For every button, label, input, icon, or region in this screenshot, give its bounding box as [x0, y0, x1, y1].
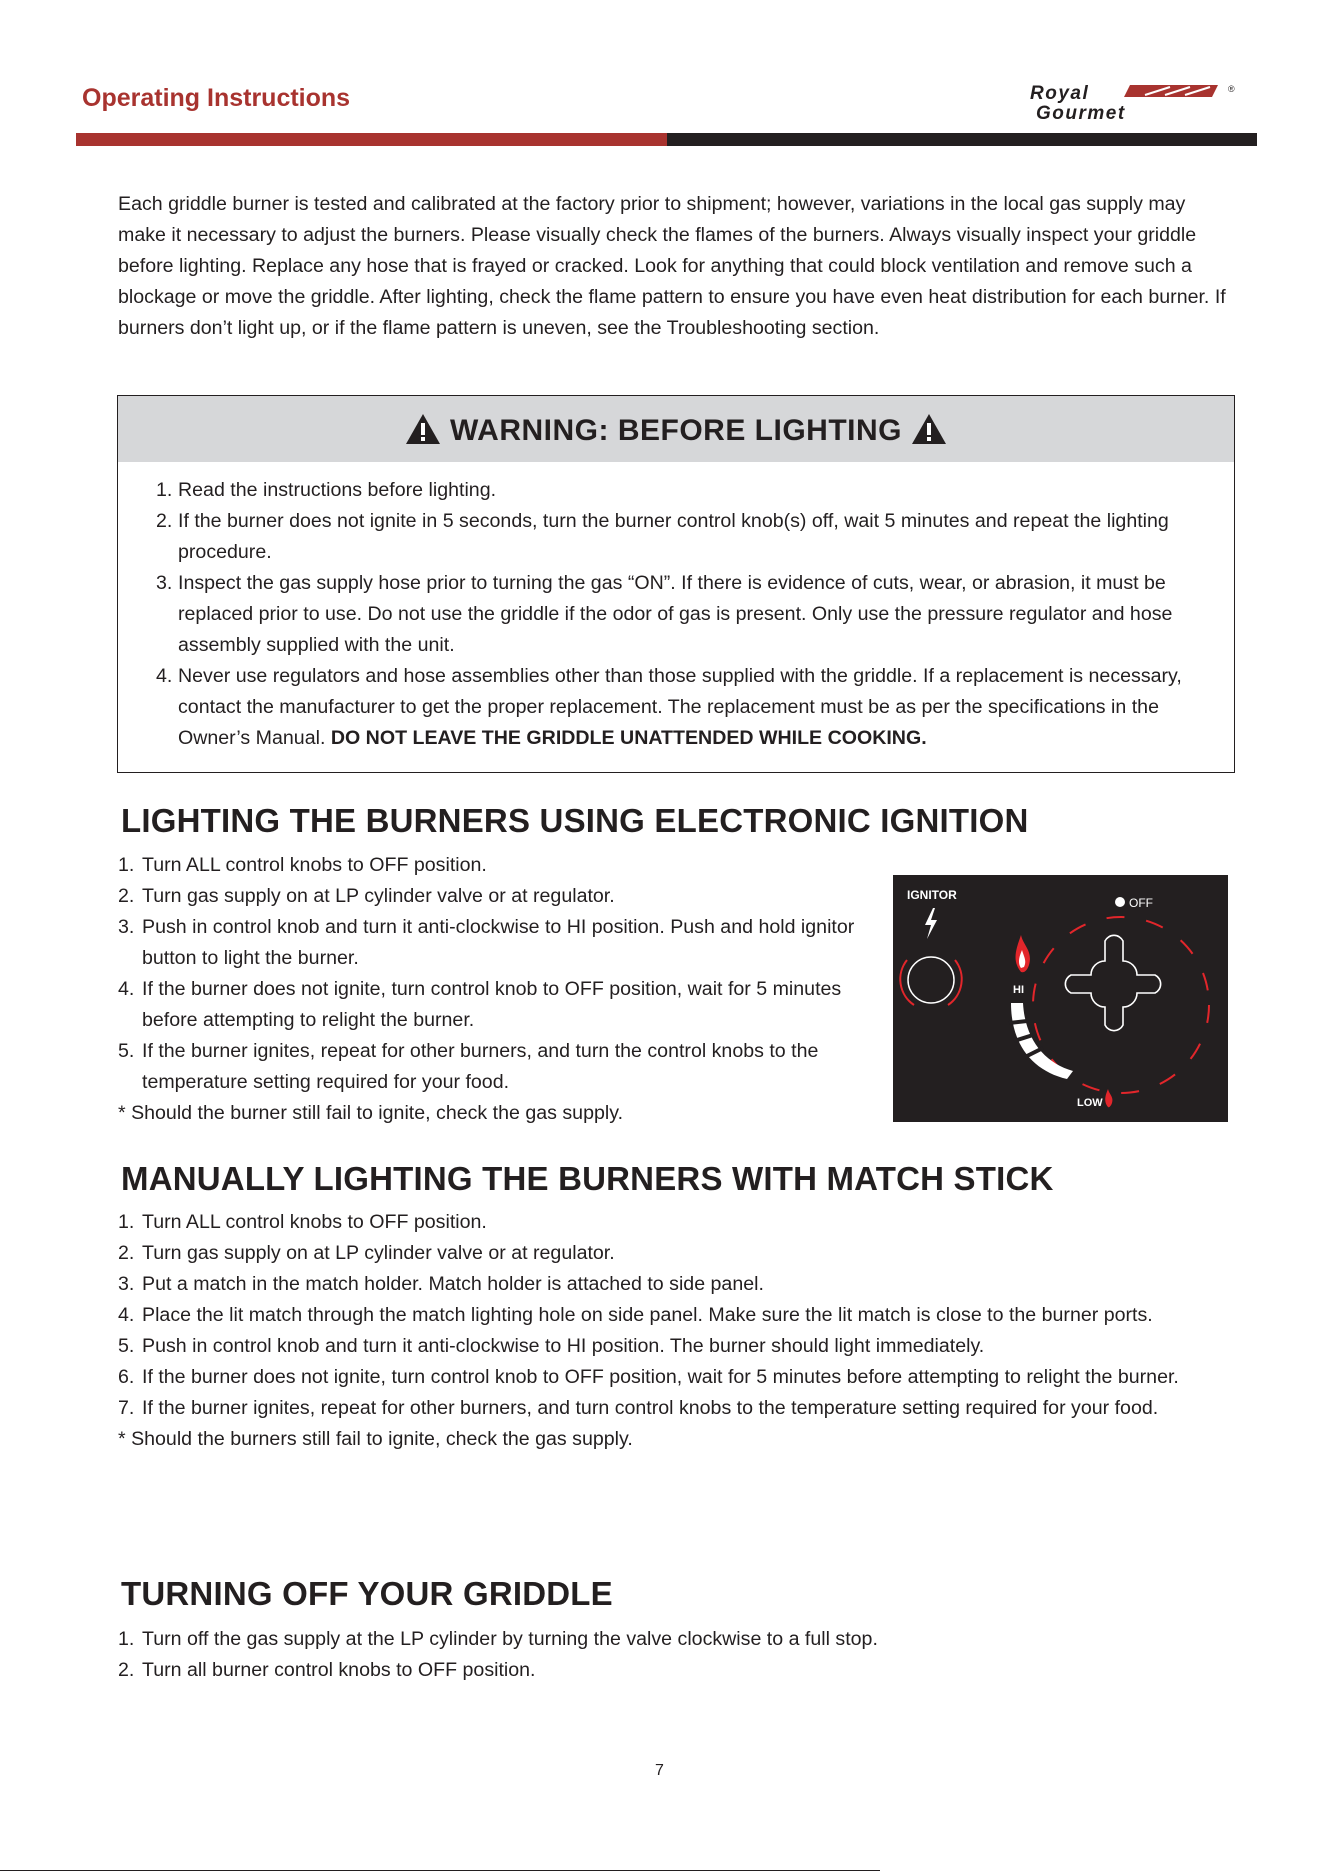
- brand-flag-shape: [1124, 85, 1218, 97]
- list-item: 4. Place the lit match through the match lighting hole on side panel. Make sure the lit match is close to the burner ports.: [118, 1304, 1153, 1326]
- warning-emphasis: DO NOT LEAVE THE GRIDDLE UNATTENDED WHILE COOKING.: [330, 727, 927, 749]
- brand-line1: Royal: [1030, 83, 1090, 104]
- header-rule-red: [76, 133, 667, 146]
- list-item: 5. If the burner ignites, repeat for other burners, and turn the control knobs to the temperature setting required for your food.: [118, 1040, 819, 1093]
- list-item: 7. If the burner ignites, repeat for other burners, and turn control knobs to the temperature setting required for your food.: [118, 1397, 1159, 1419]
- warning-triangle-icon: [405, 413, 441, 445]
- list-item: 2. Turn gas supply on at LP cylinder valve or at regulator.: [118, 1242, 615, 1264]
- ignition-panel-diagram: [893, 875, 1228, 1122]
- brand-line2: Gourmet: [1036, 103, 1126, 122]
- footer-rule: [0, 1870, 880, 1871]
- manual-steps: [118, 1207, 1238, 1455]
- note: * Should the burner still fail to ignite, check the gas supply.: [118, 1102, 624, 1124]
- section-title-turnoff: TURNING OFF YOUR GRIDDLE: [121, 1575, 613, 1612]
- off-label: OFF: [1129, 896, 1153, 910]
- header-rule-dark: [667, 133, 1257, 146]
- hi-label: HI: [1013, 984, 1024, 996]
- page-number: 7: [655, 1762, 664, 1779]
- list-item: 3. Put a match in the match holder. Match holder is attached to side panel.: [118, 1273, 764, 1295]
- warning-header: [118, 396, 1234, 462]
- list-item: 3. Push in control knob and turn it anti-clockwise to HI position. Push and hold ignitor button to light the burner.: [118, 916, 855, 969]
- list-item: 3. Inspect the gas supply hose prior to turning the gas “ON”. If there is evidence of cuts, wear, or abrasion, it must be replaced prior to use. Do not use the griddle if the odor of gas is present. Only use the pressure regulator and hose assembly supplied with the unit.: [156, 572, 1173, 656]
- list-item: 2. If the burner does not ignite in 5 seconds, turn the burner control knob(s) off, wait 5 minutes and repeat the lighting procedure.: [156, 510, 1169, 563]
- list-item: 2. Turn gas supply on at LP cylinder valve or at regulator.: [118, 885, 615, 907]
- warning-triangle-icon: [911, 413, 947, 445]
- list-item: 1. Turn ALL control knobs to OFF position.: [118, 854, 487, 876]
- section-title-manual: MANUALLY LIGHTING THE BURNERS WITH MATCH STICK: [121, 1160, 1054, 1197]
- registered-mark: ®: [1228, 84, 1235, 94]
- note: * Should the burners still fail to ignite, check the gas supply.: [118, 1428, 633, 1450]
- list-item: 6. If the burner does not ignite, turn control knob to OFF position, wait for 5 minutes before attempting to relight the burner.: [118, 1366, 1179, 1388]
- turnoff-steps: [118, 1624, 1238, 1686]
- low-label: LOW: [1077, 1097, 1103, 1109]
- list-item: 1. Turn off the gas supply at the LP cylinder by turning the valve clockwise to a full stop.: [118, 1628, 878, 1650]
- intro-paragraph: Each griddle burner is tested and calibrated at the factory prior to shipment; however, variations in the local gas supply may make it necessary to adjust the burners. Please visually check the flames of the burners. Always visually inspect your griddle before lighting. Replace any hose that is frayed or cracked. Look for anything that could block ventilation and remove such a blockage or move the griddle. After lighting, check the flame pattern to ensure you have even heat distribution for each burner. If burners don’t light up, or if the flame pattern is uneven, see the Troubleshooting section.: [118, 193, 1226, 339]
- royal-gourmet-logo: [1030, 82, 1235, 122]
- list-item: 1. Turn ALL control knobs to OFF position.: [118, 1211, 487, 1233]
- warning-list: [118, 475, 1234, 754]
- list-item: 4. Never use regulators and hose assemblies other than those supplied with the griddle. If a replacement is necessary, contact the manufacturer to get the proper replacement. The replacement must be as per the specifications in the Owner’s Manual. DO NOT LEAVE THE GRIDDLE UNATTENDED WHILE COOKING.: [156, 665, 1182, 749]
- off-dot-icon: [1115, 897, 1125, 907]
- page-header-title: Operating Instructions: [82, 84, 351, 112]
- warning-box: [117, 395, 1235, 773]
- ignitor-label: IGNITOR: [907, 888, 957, 902]
- list-item: 5. Push in control knob and turn it anti-clockwise to HI position. The burner should light immediately.: [118, 1335, 985, 1357]
- list-item: 4. If the burner does not ignite, turn control knob to OFF position, wait for 5 minutes before attempting to relight the burner.: [118, 978, 842, 1031]
- section-title-electronic: LIGHTING THE BURNERS USING ELECTRONIC IGNITION: [121, 802, 1029, 839]
- list-item: 2. Turn all burner control knobs to OFF position.: [118, 1659, 536, 1681]
- warning-title: WARNING: BEFORE LIGHTING: [450, 414, 902, 447]
- electronic-steps: [118, 850, 888, 1129]
- list-item: 1. Read the instructions before lighting.: [156, 479, 497, 501]
